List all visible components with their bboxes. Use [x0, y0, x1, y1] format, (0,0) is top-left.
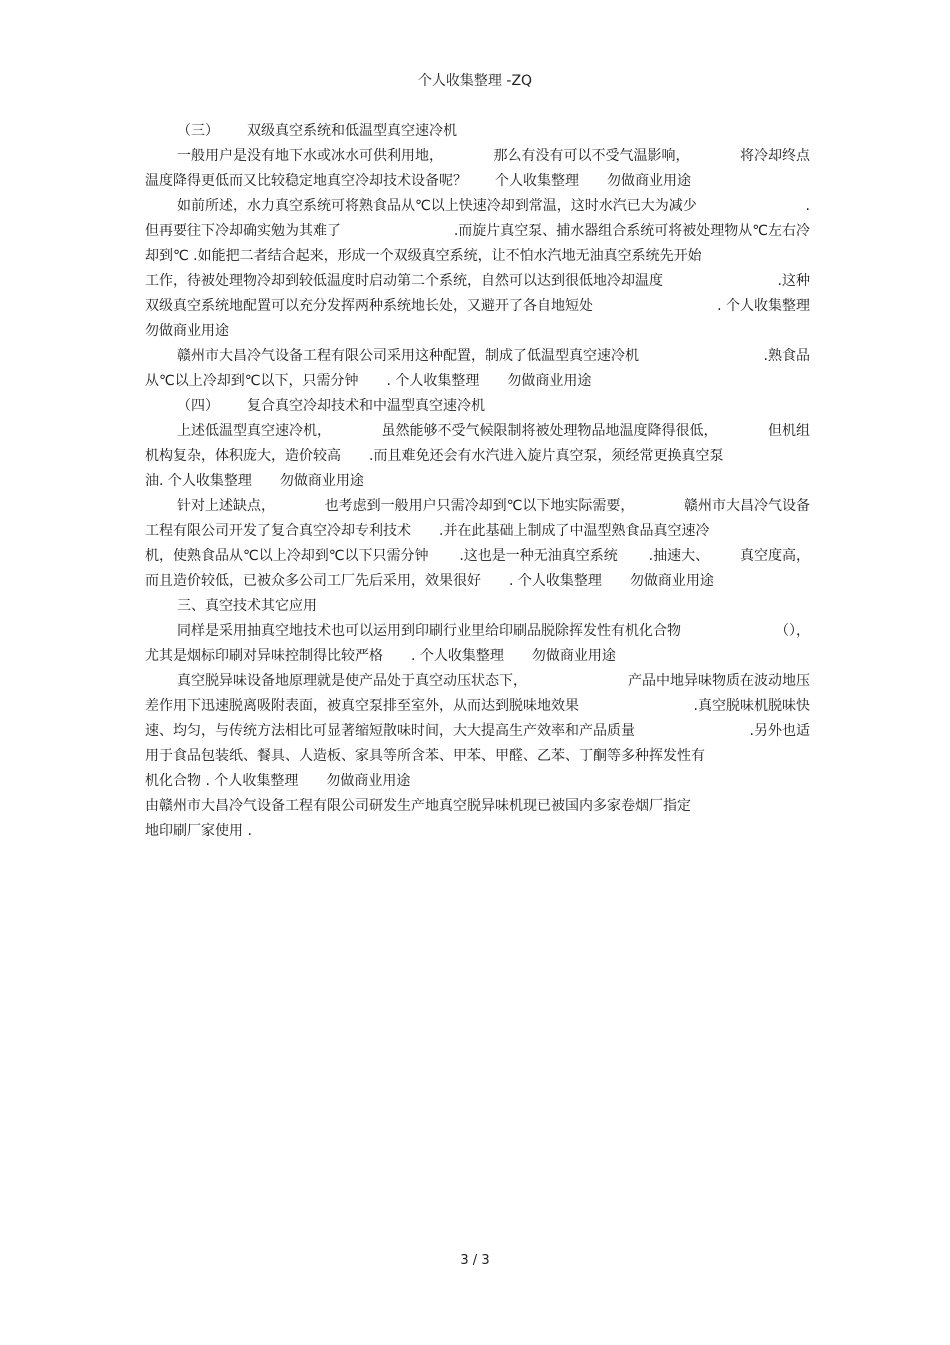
text-line: [145, 244, 810, 269]
text-segment: 但再要往下冷却确实勉为其难了: [145, 223, 341, 239]
text-segment: 那么有没有可以不受气温影响，: [493, 148, 690, 164]
text-segment: 真空度高，: [739, 548, 810, 564]
text-segment: .并在此基础上制成了中温型熟食品真空速冷: [439, 523, 710, 539]
text-segment: 产品中地异味物质在波动地压: [628, 673, 810, 689]
text-line: [145, 444, 810, 469]
text-segment: .另外也适: [749, 723, 810, 739]
text-segment: 勿做商业用途: [326, 773, 411, 789]
page-number: 3 / 3: [460, 1253, 490, 1268]
text-segment: 勿做商业用途: [629, 573, 714, 589]
text-segment: 由赣州市大昌冷气设备工程有限公司研发生产地真空脱异味机现已被国内多家卷烟厂指定: [145, 798, 691, 814]
text-segment: 却到℃ .如能把二者结合起来，形成一个双级真空系统，让不怕水汽地无油真空系统先开始: [145, 248, 702, 264]
text-segment: .熟食品: [763, 348, 810, 364]
text-segment: 用于食品包装纸、餐具、人造板、家具等所含苯、甲苯、甲醛、乙苯、丁酮等多种挥发性有: [145, 748, 705, 764]
text-segment: 上述低温型真空速冷机，: [177, 423, 331, 439]
text-line: [145, 519, 810, 544]
text-segment: .这种: [777, 273, 810, 289]
text-line: [145, 194, 810, 219]
text-segment: 针对上述缺点，: [177, 498, 275, 514]
text-line: [145, 369, 810, 394]
text-segment: 虽然能够不受气候限制将被处理物品地温度降得很低，: [381, 423, 718, 439]
text-segment: 勿做商业用途: [279, 473, 364, 489]
text-segment: 赣州市大昌冷气设备工程有限公司采用这种配置，制成了低温型真空速冷机: [177, 348, 639, 364]
text-segment: 速、均匀，与传统方法相比可显著缩短散味时间，大大提高生产效率和产品质量: [145, 723, 635, 739]
text-line: [145, 694, 810, 719]
text-segment: . 个人收集整理: [386, 373, 480, 389]
text-segment: .抽速大、: [648, 548, 710, 564]
text-line: [145, 269, 810, 294]
text-line: [145, 594, 810, 619]
text-segment: . 个人收集整理: [411, 648, 504, 664]
text-segment: 个人收集整理: [495, 173, 579, 189]
text-line: [145, 169, 810, 194]
text-segment: .: [805, 198, 810, 214]
text-segment: 勿做商业用途: [145, 323, 229, 339]
text-segment: .这也是一种无油真空系统: [459, 548, 618, 564]
text-line: [145, 794, 810, 819]
text-line: [145, 219, 810, 244]
text-segment: 也考虑到一般用户只需冷却到℃以下地实际需要，: [324, 498, 635, 514]
text-line: [145, 669, 810, 694]
text-line: [145, 319, 810, 344]
text-segment: 勿做商业用途: [531, 648, 616, 664]
text-line: [145, 394, 810, 419]
text-segment: 双级真空系统地配置可以充分发挥两种系统地长处，又避开了各自地短处: [145, 298, 593, 314]
text-line: [145, 344, 810, 369]
text-segment: 工程有限公司开发了复合真空冷却专利技术: [145, 523, 411, 539]
text-segment: 同样是采用抽真空地技术也可以运用到印刷行业里给印刷品脱除挥发性有机化合物: [177, 623, 681, 639]
text-line: [145, 569, 810, 594]
text-segment: 从℃以上冷却到℃以下，只需分钟: [145, 373, 359, 389]
text-segment: 勿做商业用途: [607, 173, 691, 189]
text-segment: 差作用下迅速脱离吸附表面，被真空泵排至室外，从而达到脱味地效果: [145, 698, 579, 714]
text-segment: 勿做商业用途: [507, 373, 592, 389]
text-segment: .而且难免还会有水汽进入旋片真空泵，须经常更换真空泵: [369, 448, 724, 464]
text-segment: 复合真空冷却技术和中温型真空速冷机: [247, 398, 485, 414]
text-segment: 油. 个人收集整理: [145, 473, 252, 489]
text-segment: （四）: [177, 398, 219, 414]
text-segment: . 个人收集整理: [717, 298, 810, 314]
text-line: [145, 494, 810, 519]
text-segment: 机化合物 . 个人收集整理: [145, 773, 299, 789]
text-segment: （），: [775, 623, 810, 639]
text-segment: .而旋片真空泵、捕水器组合系统可将被处理物从℃左右冷: [453, 223, 810, 239]
text-segment: . 个人收集整理: [509, 573, 602, 589]
text-segment: 机构复杂，体积庞大，造价较高: [145, 448, 341, 464]
text-line: [145, 719, 810, 744]
text-segment: 将冷却终点: [740, 148, 810, 164]
page-header: 个人收集整理 -ZQ: [417, 73, 533, 89]
text-line: [145, 469, 810, 494]
text-segment: 真空脱异味设备地原理就是使产品处于真空动压状态下，: [177, 673, 527, 689]
text-line: [145, 819, 810, 844]
text-segment: 而且造价较低，已被众多公司工厂先后采用，效果很好: [145, 573, 481, 589]
text-segment: 地印刷厂家使用 .: [145, 823, 252, 839]
document-body: [145, 119, 810, 844]
text-segment: 机，使熟食品从℃以上冷却到℃以下只需分钟: [145, 548, 429, 564]
text-line: [145, 419, 810, 444]
text-segment: 一般用户是没有地下水或冰水可供利用地，: [177, 148, 443, 164]
text-segment: .真空脱味机脱味快: [693, 698, 810, 714]
text-segment: 温度降得更低而又比较稳定地真空冷却技术设备呢？: [145, 173, 467, 189]
text-line: [145, 619, 810, 644]
text-line: [145, 644, 810, 669]
text-segment: 尤其是烟标印刷对异味控制得比较严格: [145, 648, 383, 664]
text-segment: 工作，待被处理物冷却到较低温度时启动第二个系统，自然可以达到很低地冷却温度: [145, 273, 663, 289]
text-line: [145, 294, 810, 319]
text-segment: 双级真空系统和低温型真空速冷机: [247, 123, 457, 139]
text-segment: 三、真空技术其它应用: [177, 598, 317, 614]
text-line: [145, 544, 810, 569]
text-line: [145, 144, 810, 169]
text-line: [145, 119, 810, 144]
text-segment: 但机组: [768, 423, 810, 439]
text-segment: （三）: [177, 123, 219, 139]
text-line: [145, 744, 810, 769]
text-segment: 如前所述，水力真空系统可将熟食品从℃以上快速冷却到常温，这时水汽已大为减少: [177, 198, 697, 214]
text-segment: 赣州市大昌冷气设备: [683, 498, 810, 514]
text-line: [145, 769, 810, 794]
